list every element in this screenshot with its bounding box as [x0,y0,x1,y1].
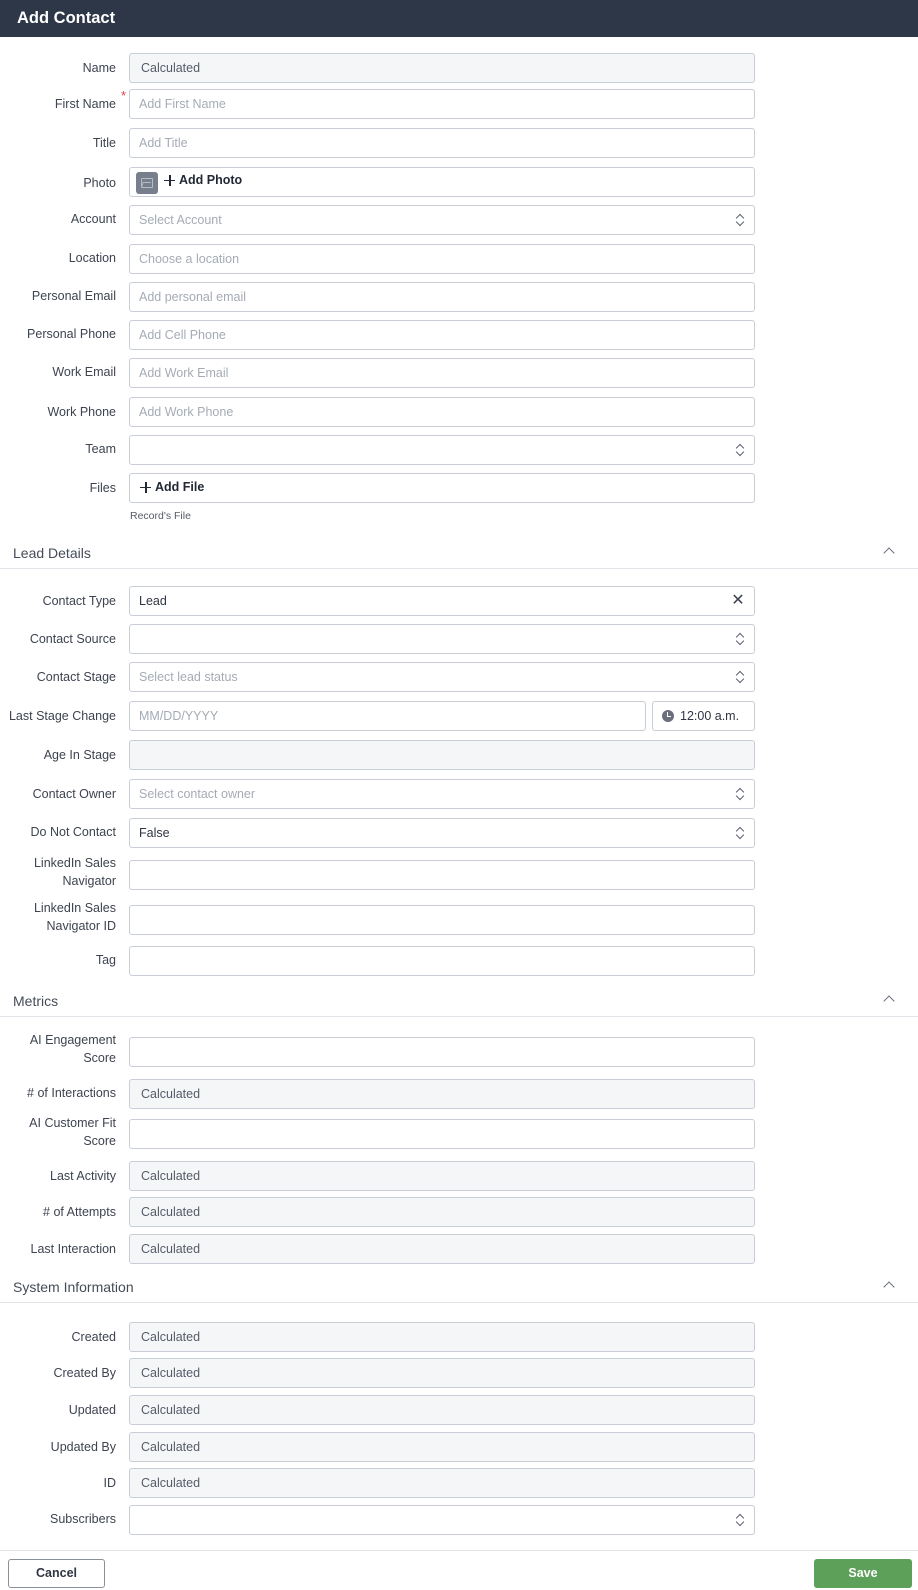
updated-field [129,1395,755,1425]
ai-engagement-label: AI Engagement Score [29,1033,116,1065]
chevron-up-down-icon [736,633,744,646]
created-by-field [129,1358,755,1388]
add-file-label: Add File [155,480,205,494]
chevron-up-icon[interactable] [883,995,894,1006]
attempts-value: Calculated [141,1205,201,1219]
photo-label: Photo [83,176,116,190]
work-email-placeholder: Add Work Email [139,366,229,380]
plus-icon [140,482,151,493]
last-interaction-value: Calculated [141,1242,201,1256]
contact-type-select[interactable] [129,586,755,616]
ai-engagement-input[interactable] [129,1037,755,1067]
section-title: Lead Details [13,545,91,561]
contact-type-label: Contact Type [42,594,116,608]
attempts-field [129,1197,755,1227]
contact-source-label: Contact Source [29,632,116,646]
contact-stage-select[interactable] [129,662,755,692]
location-input[interactable] [129,244,755,274]
personal-email-input[interactable] [129,282,755,312]
updated-by-value: Calculated [141,1440,201,1454]
chevron-up-down-icon [736,1514,744,1527]
chevron-up-down-icon [736,671,744,684]
time-value: 12:00 a.m. [680,709,740,723]
contact-source-select[interactable] [129,624,755,654]
do-not-contact-select[interactable] [129,818,755,848]
files-field [129,473,755,503]
work-phone-input[interactable] [129,397,755,427]
interactions-value: Calculated [141,1087,201,1101]
age-in-stage-field [129,740,755,770]
date-input[interactable] [129,701,646,731]
account-select[interactable] [129,205,755,235]
last-interaction-label: Last Interaction [30,1242,116,1256]
section-title: System Information [13,1279,134,1295]
id-label: ID [103,1476,116,1490]
contact-owner-select[interactable] [129,779,755,809]
first-name-placeholder: Add First Name [139,97,226,111]
interactions-label: # of Interactions [27,1086,116,1100]
personal-phone-placeholder: Add Cell Phone [139,328,226,342]
image-placeholder-icon [136,172,158,194]
chevron-up-icon[interactable] [883,1281,894,1292]
work-phone-label: Work Phone [47,405,116,419]
team-label: Team [85,442,116,456]
location-placeholder: Choose a location [139,252,240,266]
updated-by-label: Updated By [50,1440,116,1454]
photo-field [129,167,755,197]
personal-phone-label: Personal Phone [27,327,116,341]
name-value: Calculated [141,61,201,75]
updated-value: Calculated [141,1403,201,1417]
do-not-contact-label: Do Not Contact [30,825,116,839]
interactions-field [129,1079,755,1109]
cancel-button[interactable]: Cancel [8,1559,105,1588]
chevron-up-down-icon [736,214,744,227]
created-field [129,1322,755,1352]
tag-label: Tag [95,953,116,967]
work-email-label: Work Email [52,365,116,379]
account-label: Account [70,212,116,226]
name-label: Name [82,61,116,75]
ai-fit-input[interactable] [129,1119,755,1149]
location-label: Location [68,251,116,265]
updated-label: Updated [68,1403,116,1417]
alarm-clock-icon [662,710,674,722]
dialog-title: Add Contact [17,9,116,27]
age-in-stage-label: Age In Stage [43,748,116,762]
last-activity-field [129,1161,755,1191]
linkedin-navigator-label: LinkedIn Sales Navigator [33,856,116,888]
contact-stage-placeholder: Select lead status [139,670,238,684]
time-input[interactable] [652,701,755,731]
section-lead-details[interactable] [0,539,918,569]
title-bar [0,0,918,37]
attempts-label: # of Attempts [43,1205,116,1219]
chevron-up-down-icon [736,444,744,457]
plus-icon [164,175,175,186]
contact-stage-label: Contact Stage [36,670,116,684]
title-input[interactable] [129,128,755,158]
first-name-input[interactable] [129,89,755,119]
linkedin-navigator-id-label: LinkedIn Sales Navigator ID [33,901,116,933]
last-stage-change-label: Last Stage Change [8,709,116,723]
last-interaction-field [129,1234,755,1264]
footer-bar [0,1550,918,1590]
updated-by-field [129,1432,755,1462]
save-button[interactable]: Save [814,1559,912,1588]
contact-type-value: Lead [139,594,167,608]
created-by-value: Calculated [141,1366,201,1380]
personal-email-placeholder: Add personal email [139,290,247,304]
chevron-up-down-icon [736,827,744,840]
chevron-up-down-icon [736,788,744,801]
tag-input[interactable] [129,946,755,976]
subscribers-label: Subscribers [50,1512,116,1526]
section-system-information[interactable] [0,1273,918,1303]
first-name-label: First Name [54,97,116,111]
section-metrics[interactable] [0,987,918,1017]
chevron-up-icon[interactable] [883,547,894,558]
last-activity-value: Calculated [141,1169,201,1183]
personal-phone-input[interactable] [129,320,755,350]
account-placeholder: Select Account [139,213,222,227]
date-placeholder: MM/DD/YYYY [139,709,219,723]
created-label: Created [71,1330,116,1344]
contact-owner-placeholder: Select contact owner [139,787,256,801]
team-select[interactable] [129,435,755,465]
subscribers-select[interactable] [129,1505,755,1535]
personal-email-label: Personal Email [31,289,116,303]
last-activity-label: Last Activity [50,1169,116,1183]
close-icon[interactable]: ✕ [731,592,745,609]
linkedin-navigator-input[interactable] [129,860,755,890]
ai-fit-label: AI Customer Fit Score [29,1116,116,1148]
created-by-label: Created By [53,1366,116,1380]
id-value: Calculated [141,1476,201,1490]
add-photo-label: Add Photo [179,173,243,187]
created-value: Calculated [141,1330,201,1344]
add-file-button[interactable] [140,480,204,494]
title-placeholder: Add Title [139,136,188,150]
linkedin-navigator-id-input[interactable] [129,905,755,935]
add-photo-button[interactable] [164,173,242,187]
name-field [129,53,755,83]
work-email-input[interactable] [129,358,755,388]
title-label: Title [92,136,116,150]
files-label: Files [89,481,116,495]
do-not-contact-value: False [139,826,170,840]
contact-owner-label: Contact Owner [32,787,116,801]
id-field [129,1468,755,1498]
work-phone-placeholder: Add Work Phone [139,405,234,419]
required-asterisk: * [121,88,127,103]
files-helper-text: Record's File [130,510,191,522]
section-title: Metrics [13,993,59,1009]
